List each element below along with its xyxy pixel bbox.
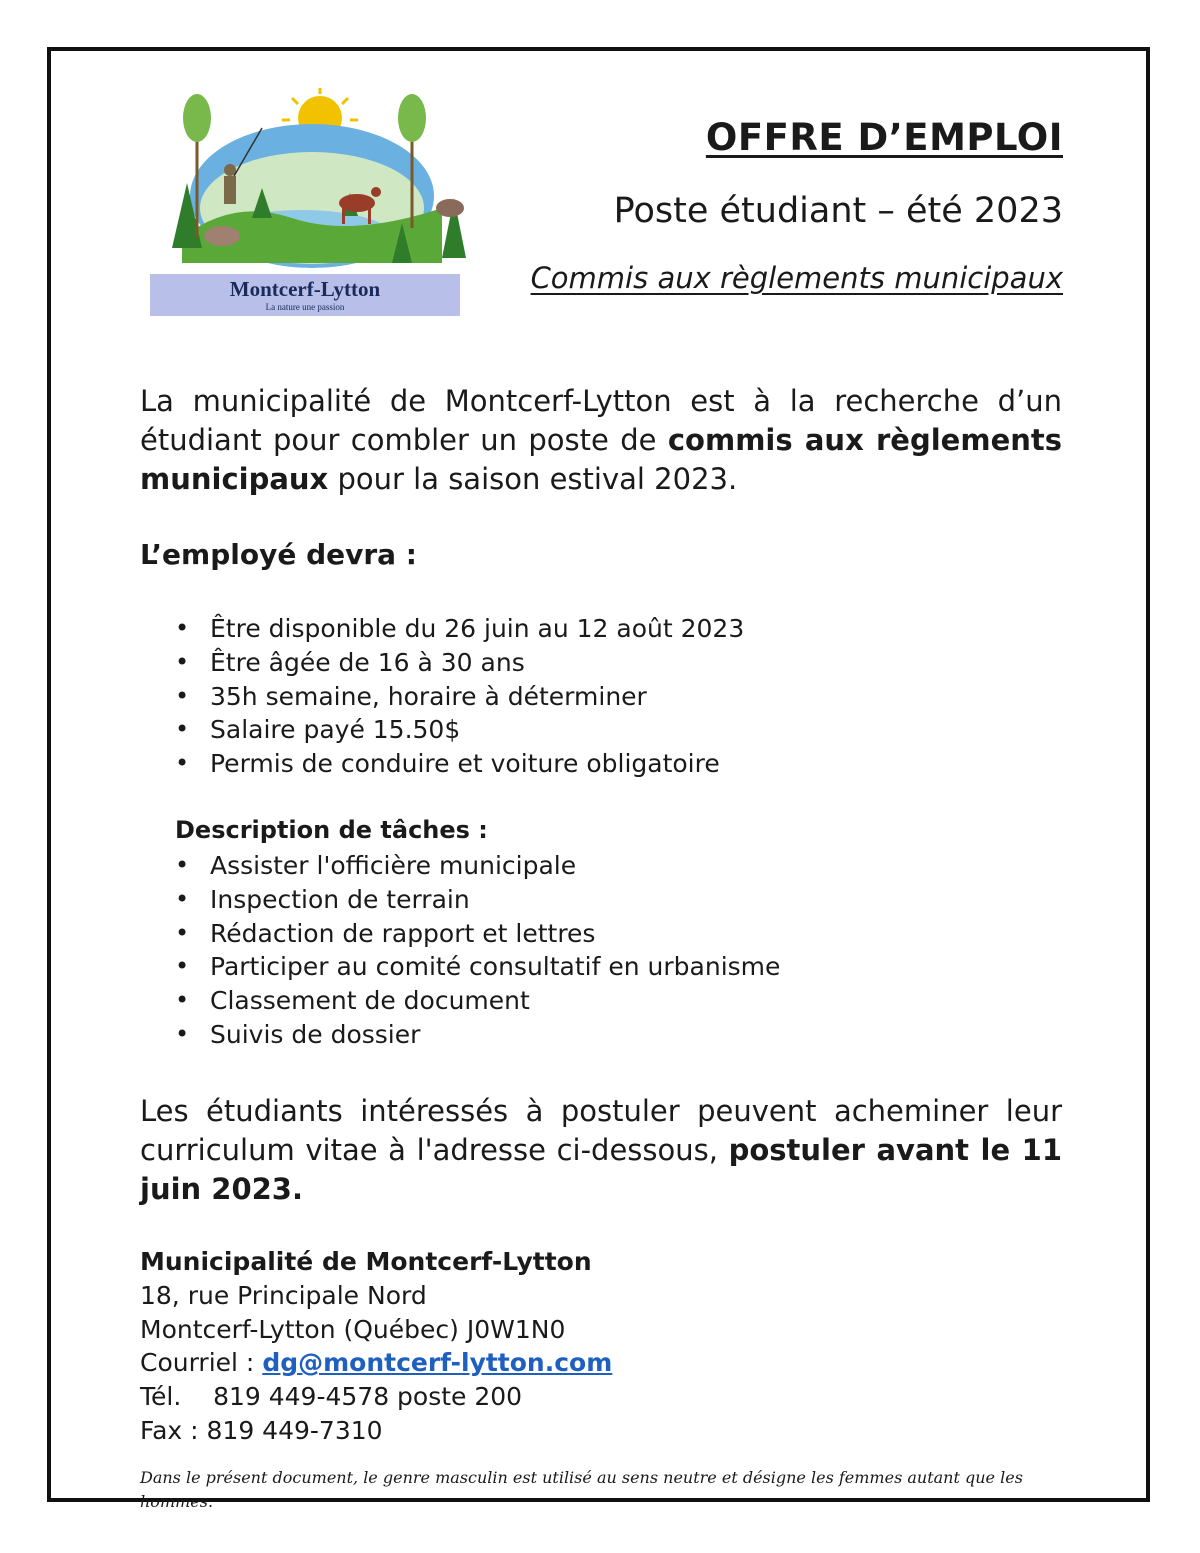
contact-fax: Fax : 819 449-7310 — [140, 1415, 383, 1445]
logo-tagline: La nature une passion — [265, 302, 345, 312]
intro-text-end: pour la saison estival 2023. — [328, 462, 738, 496]
list-item: • Classement de document — [175, 984, 780, 1018]
contact-email-line — [140, 1346, 612, 1380]
list-item: • Être âgée de 16 à 30 ans — [175, 646, 744, 680]
list-item: • Être disponible du 26 juin au 12 août 2023 — [175, 612, 744, 646]
apply-deadline: postuler avant le 11 juin 2023. — [140, 1133, 1062, 1206]
contact-street: 18, rue Principale Nord — [140, 1280, 427, 1310]
intro-role-bold: commis aux règlements municipaux — [140, 423, 1063, 496]
list-item: • 35h semaine, horaire à déterminer — [175, 680, 744, 714]
list-item: • Permis de conduire et voiture obligatoire — [175, 747, 744, 781]
intro-paragraph — [140, 382, 1062, 499]
list-item: • Participer au comité consultatif en urbanisme — [175, 950, 780, 984]
list-item: • Salaire payé 15.50$ — [175, 713, 744, 747]
contact-city: Montcerf-Lytton (Québec) J0W1N0 — [140, 1314, 566, 1344]
email-link[interactable]: dg@montcerf-lytton.com — [262, 1348, 613, 1378]
municipality-logo — [142, 88, 468, 320]
contact-name: Municipalité de Montcerf-Lytton — [140, 1247, 592, 1276]
page-title: OFFRE D’EMPLOI — [705, 116, 1063, 159]
list-item: • Inspection de terrain — [175, 883, 780, 917]
header — [531, 112, 1063, 298]
job-role: Commis aux règlements municipaux — [530, 261, 1063, 295]
requirements-heading: L’employé devra : — [140, 538, 418, 571]
list-item: • Rédaction de rapport et lettres — [175, 917, 780, 951]
apply-text: Les étudiants intéressés à postuler peuvent acheminer leur curriculum vitae à l'adresse ci-dessous, — [140, 1094, 1062, 1167]
list-item: • Suivis de dossier — [175, 1018, 780, 1052]
disclaimer: Dans le présent document, le genre masculin est utilisé au sens neutre et désigne les femmes autant que les hommes. — [140, 1468, 1023, 1511]
apply-paragraph — [140, 1092, 1062, 1209]
job-subtitle: Poste étudiant – été 2023 — [613, 191, 1063, 231]
tasks-list — [175, 849, 780, 1052]
contact-phone: Tél. 819 449-4578 poste 200 — [140, 1382, 523, 1412]
contact-block — [140, 1245, 612, 1448]
tasks-heading: Description de tâches : — [175, 816, 488, 844]
intro-text: La municipalité de Montcerf-Lytton est à la recherche d’un étudiant pour combler un poste de — [140, 384, 1062, 457]
list-item: • Assister l'officière municipale — [175, 849, 780, 883]
requirements-list — [175, 612, 744, 781]
logo-name: Montcerf-Lytton — [229, 277, 381, 301]
email-label: Courriel : — [140, 1348, 263, 1378]
